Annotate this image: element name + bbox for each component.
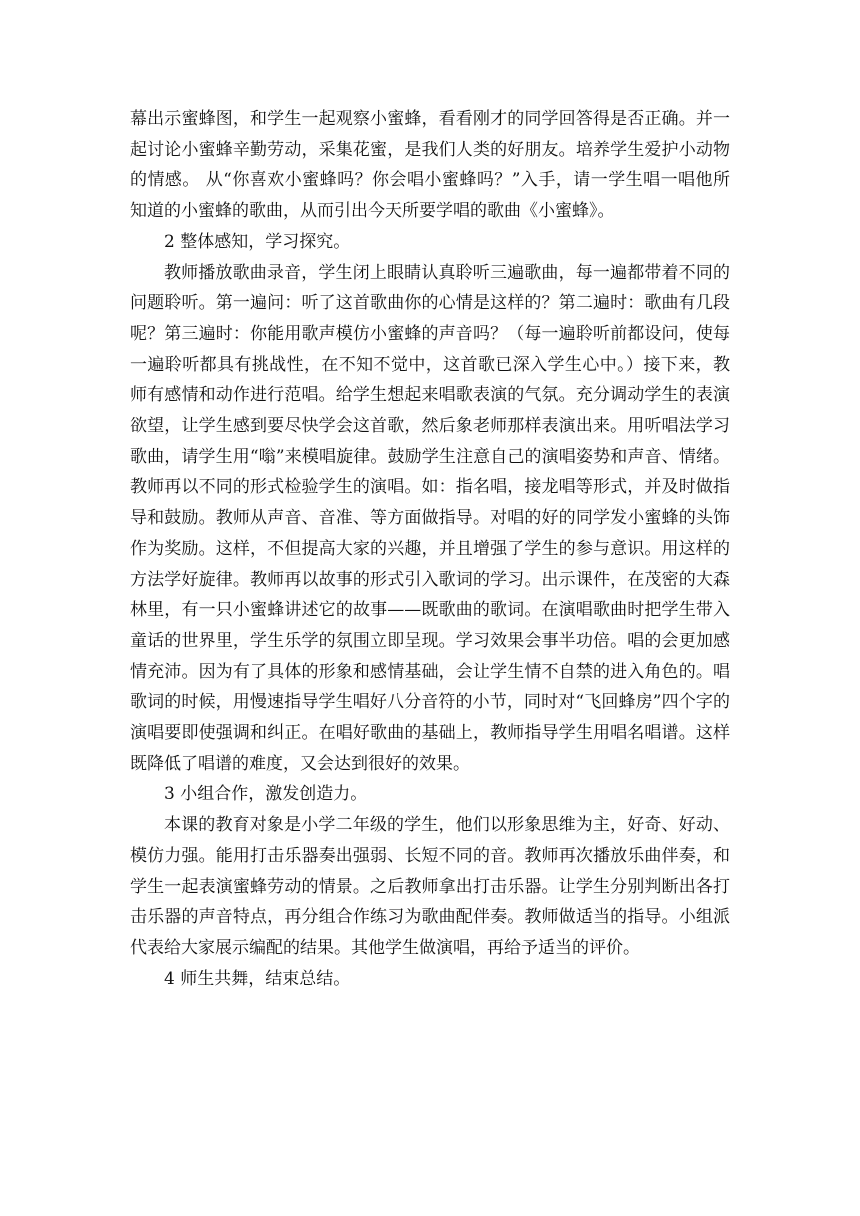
section-heading-2: 2 整体感知，学习探究。 bbox=[164, 231, 351, 252]
paragraph-intro-continued: 幕出示蜜蜂图，和学生一起观察小蜜蜂，看看刚才的同学回答得是否正确。并一起讨论小蜜蜂辛勤劳动，采集花蜜，是我们人类的好朋友。培养学生爱护小动物的情感。 从“你喜欢小蜜蜂吗？你会唱小蜜蜂吗？”入手，请一学生唱一唱他所知道的小蜜蜂的歌曲，从而引出今天所要学唱的歌曲《小蜜蜂》。 bbox=[130, 109, 730, 222]
paragraph-section-2: 教师播放歌曲录音，学生闭上眼睛认真聆听三遍歌曲，每一遍都带着不同的问题聆听。第一遍问：听了这首歌曲你的心情是这样的？第二遍时：歌曲有几段呢？第三遍时：你能用歌声模仿小蜜蜂的声音吗？（每一遍聆听前都设问，使每一遍聆听都具有挑战性，在不知不觉中，这首歌已深入学生心中。）接下来，教师有感情和动作进行范唱。给学生想起来唱歌表演的气氛。充分调动学生的表演欲望，让学生感到要尽快学会这首歌，然后象老师那样表演出来。用听唱法学习歌曲，请学生用“嗡”来模唱旋律。鼓励学生注意自己的演唱姿势和声音、情绪。教师再以不同的形式检验学生的演唱。如：指名唱，接龙唱等形式，并及时做指导和鼓励。教师从声音、音准、等方面做指导。对唱的好的同学发小蜜蜂的头饰作为奖励。这样，不但提高大家的兴趣，并且增强了学生的参与意识。用这样的方法学好旋律。教师再以故事的形式引入歌词的学习。出示课件，在茂密的大森林里，有一只小蜜蜂讲述它的故事——既歌曲的歌词。在演唱歌曲时把学生带入童话的世界里，学生乐学的氛围立即呈现。学习效果会事半功倍。唱的会更加感情充沛。因为有了具体的形象和感情基础，会让学生情不自禁的进入角色的。唱歌词的时候，用慢速指导学生唱好八分音符的小节，同时对“飞回蜂房”四个字的演唱要即使强调和纠正。在唱好歌曲的基础上，教师指导学生用唱名唱谱。这样既降低了唱谱的难度，又会达到很好的效果。 bbox=[130, 262, 730, 774]
section-heading-3: 3 小组合作，激发创造力。 bbox=[164, 784, 368, 805]
paragraph-section-3: 本课的教育对象是小学二年级的学生，他们以形象思维为主，好奇、好动、模仿力强。能用打击乐器奏出强弱、长短不同的音。教师再次播放乐曲伴奏，和学生一起表演蜜蜂劳动的情景。之后教师拿出打击乐器。让学生分别判断出各打击乐器的声音特点，再分组合作练习为歌曲配伴奏。教师做适当的指导。小组派代表给大家展示编配的结果。其他学生做演唱，再给予适当的评价。 bbox=[130, 815, 730, 958]
document-page bbox=[130, 104, 730, 994]
section-heading-4: 4 师生共舞，结束总结。 bbox=[164, 968, 351, 989]
